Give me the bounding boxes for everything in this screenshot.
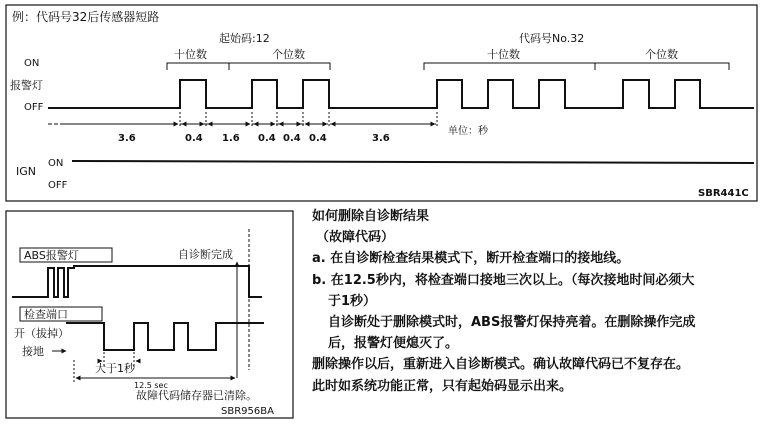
tens-label-start: 十位数: [174, 48, 207, 61]
duration-value: 0.4: [283, 133, 301, 144]
duration-value: 3.6: [118, 133, 136, 144]
abs-lamp-label: ABS报警灯: [24, 249, 79, 262]
ign-label: IGN: [16, 165, 36, 178]
bottom-figure-id: SBR956BA: [221, 406, 274, 417]
self-diag-complete-label: 自诊断完成: [178, 248, 233, 261]
check-terminal-label: 检查端口: [24, 308, 68, 321]
duration-dimensions: [48, 112, 437, 128]
tens-label-code: 十位数: [487, 48, 520, 61]
instructions-panel: [312, 206, 758, 397]
more-than-1s-label: 大于1秒: [95, 362, 135, 375]
step-b-continued: 于1秒）: [328, 293, 377, 309]
start-code-label: 起始码:12: [219, 32, 270, 45]
top-diagram-frame: [6, 5, 757, 201]
ground-label: 接地: [22, 345, 44, 358]
warning-lamp-off-label: OFF: [24, 102, 44, 113]
after-line-2: 此时如系统功能正常，只有起始码显示出来。: [312, 378, 573, 394]
instructions-subheading: （故障代码）: [316, 230, 395, 246]
code-number-label: 代码号No.32: [519, 32, 585, 45]
time-span-label: 12.5 sec: [134, 381, 168, 390]
step-a: a. 在自诊断检查结果模式下，断开检查端口的接地线。: [312, 251, 630, 267]
ones-label-code: 个位数: [645, 48, 678, 61]
after-line-1: 删除操作以后，重新进入自诊断模式。确认故障代码已不复存在。: [312, 357, 690, 373]
check-terminal-waveform: [66, 323, 264, 350]
warning-lamp-on-label: ON: [24, 58, 40, 69]
ign-waveform: [72, 161, 754, 163]
note-line-1: 自诊断处于删除模式时，ABS报警灯保持亮着。在删除操作完成: [328, 315, 696, 331]
step-b: b. 在12.5秒内，将检查端口接地三次以上。（每次接地时间必须大: [312, 272, 695, 288]
warning-lamp-label: 报警灯: [10, 79, 43, 92]
open-unplug-label: 开（拔掉）: [14, 327, 69, 340]
ones-label-start: 个位数: [272, 48, 305, 61]
abs-lamp-waveform: [12, 266, 262, 297]
duration-value: 0.4: [258, 133, 276, 144]
top-figure-id: SBR441C: [698, 188, 749, 199]
duration-value: 1.6: [222, 133, 240, 144]
start-code-brackets: [167, 63, 729, 70]
duration-value: 3.6: [372, 133, 390, 144]
duration-value: 0.4: [185, 133, 203, 144]
duration-value: 0.4: [309, 133, 327, 144]
cleared-label: 故障代码储存器已清除。: [136, 389, 257, 402]
unit-label: 单位：秒: [448, 126, 488, 137]
warning-lamp-waveform: [48, 80, 754, 108]
ign-off-label: OFF: [48, 180, 68, 191]
note-line-2: 后，报警灯便熄灭了。: [328, 336, 459, 352]
ign-on-label: ON: [48, 158, 64, 169]
example-title: 例：代码号32后传感器短路: [12, 10, 160, 24]
instructions-heading: 如何删除自诊断结果: [312, 209, 430, 224]
duration-values: [118, 133, 390, 144]
